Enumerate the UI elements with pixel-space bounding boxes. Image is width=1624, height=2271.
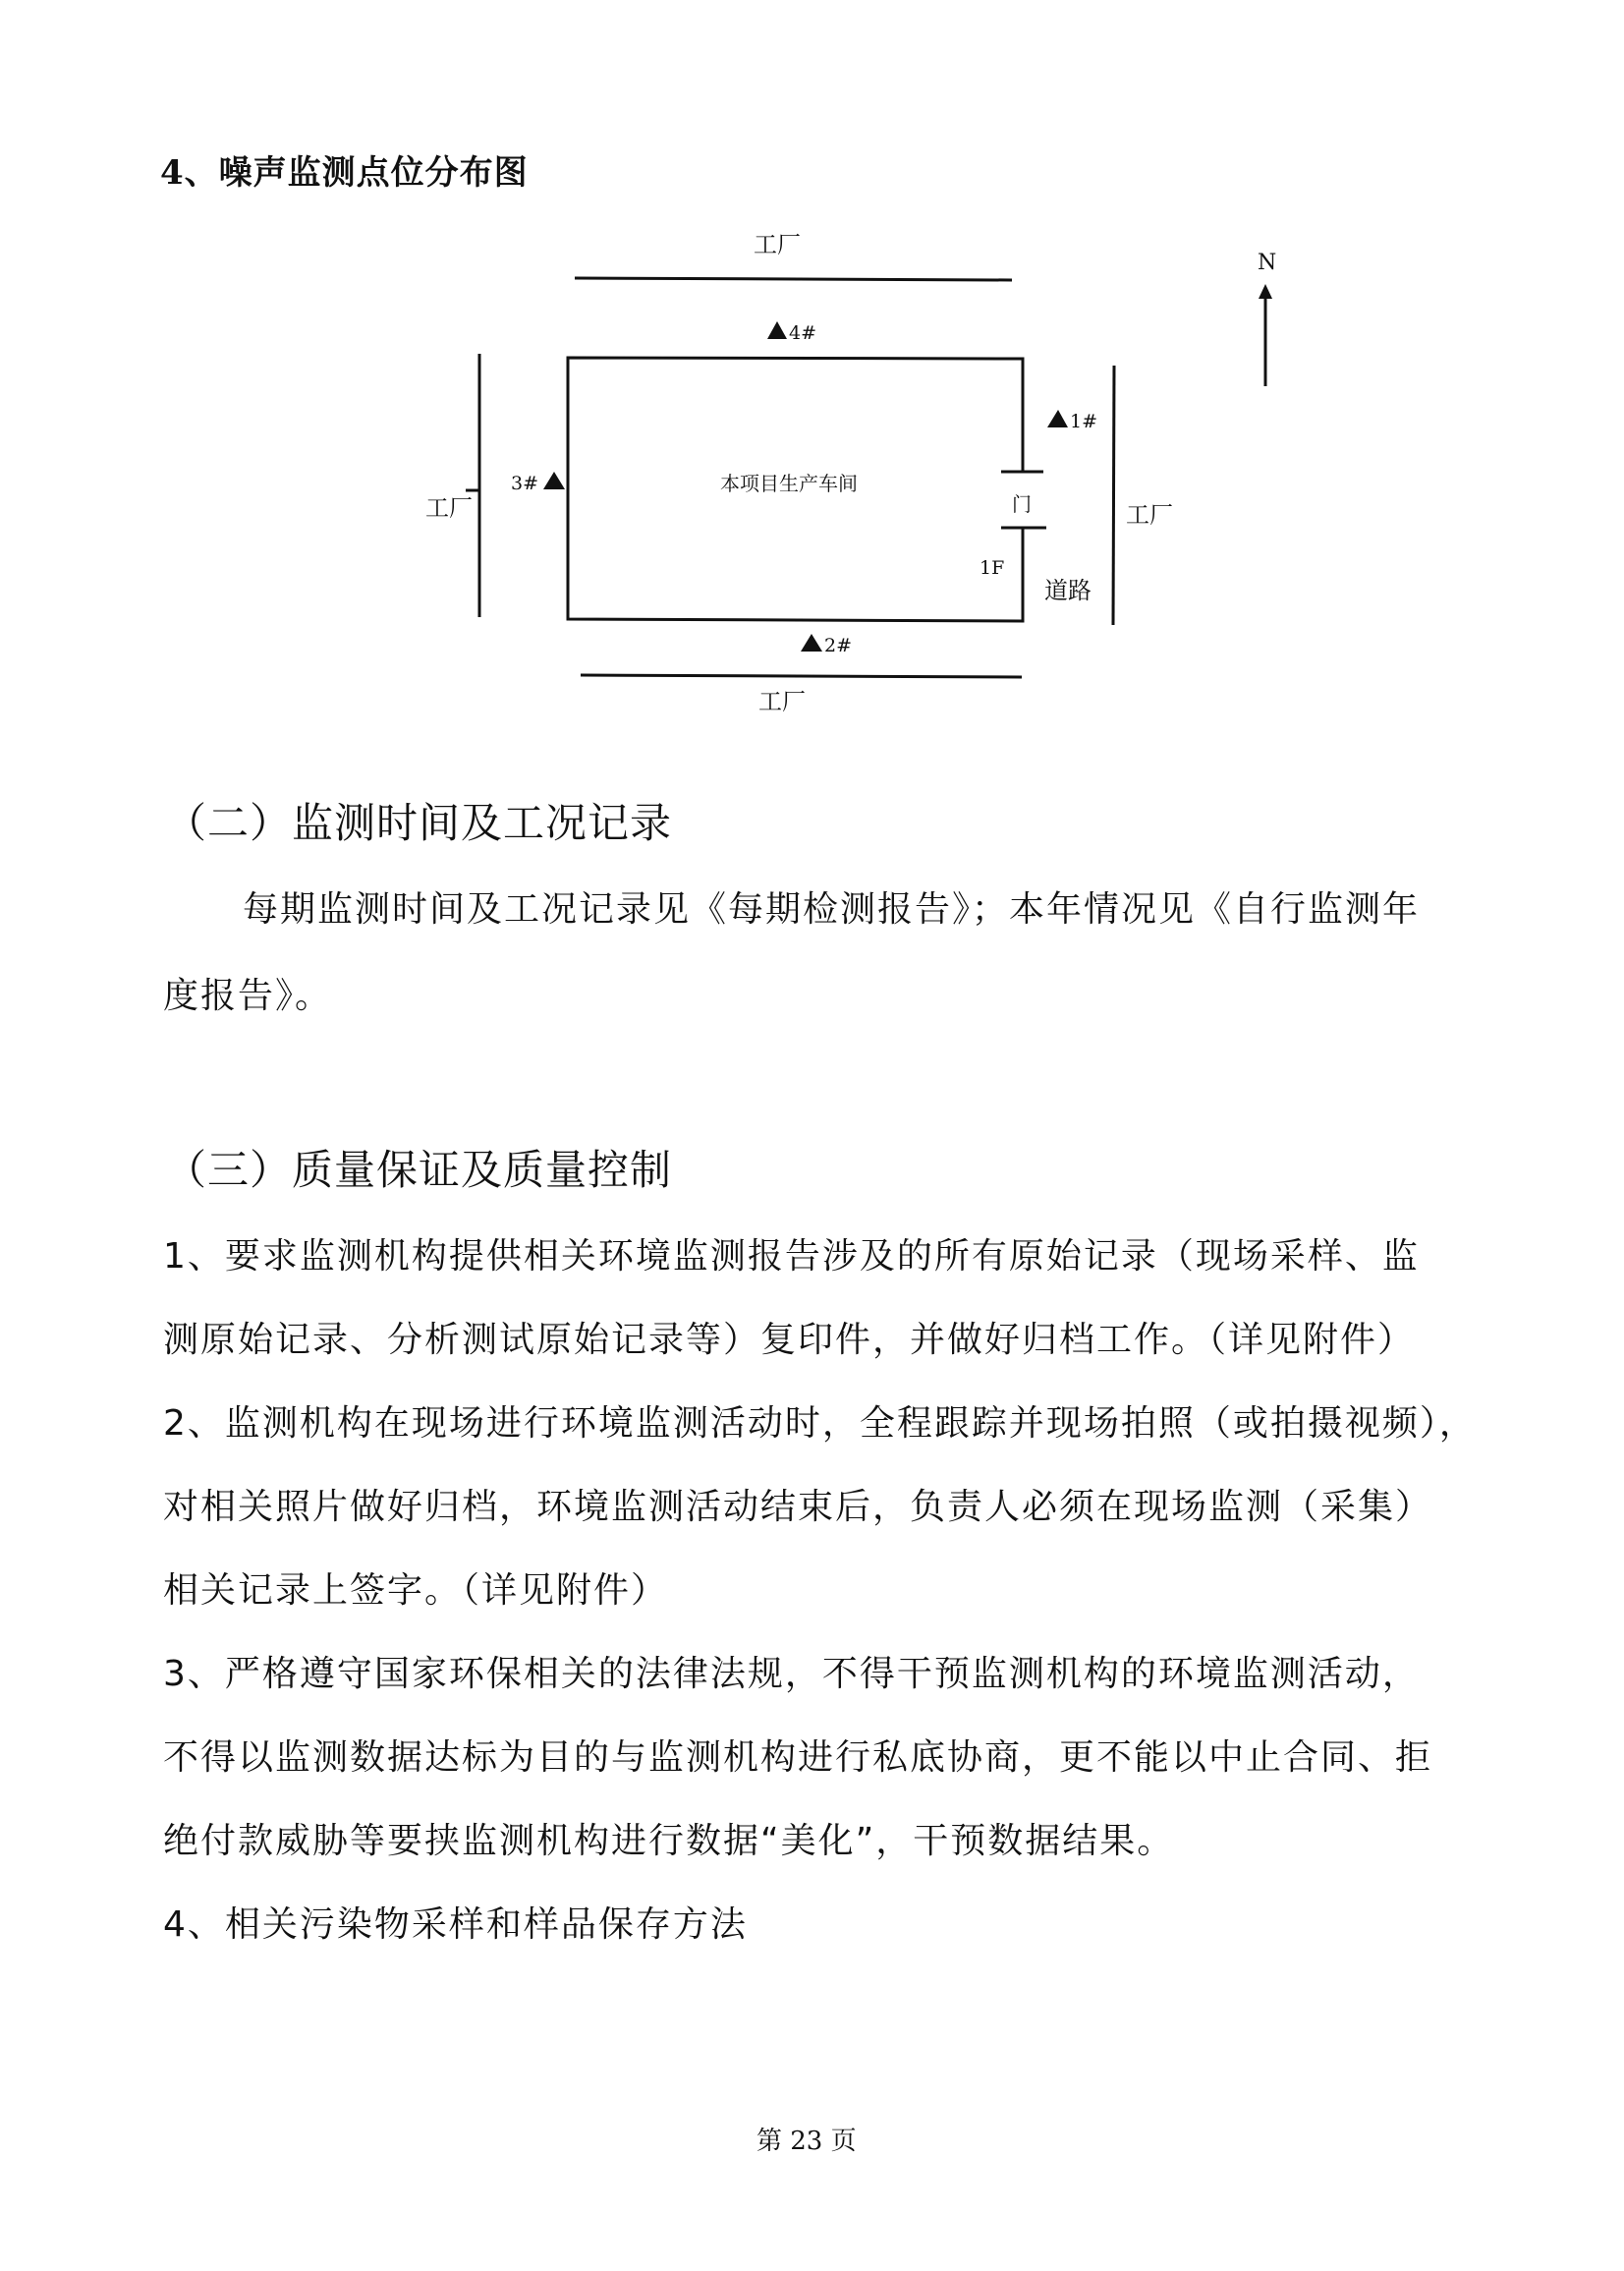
road-label: 道路 (1044, 577, 1092, 604)
point-1-label: 1# (1070, 411, 1098, 432)
bottom-boundary-line (581, 675, 1022, 677)
floor-label: 1F (980, 557, 1005, 579)
point-3-marker-icon (543, 472, 565, 489)
section3-line: 不得以监测数据达标为目的与监测机构进行私底协商，更不能以中止合同、拒 (163, 1737, 1433, 1778)
section2-para-line1: 每期监测时间及工况记录见《每期检测报告》；本年情况见《自行监测年 (243, 889, 1421, 930)
point-4-label: 4# (789, 322, 817, 344)
section3-line: 测原始记录、分析测试原始记录等）复印件，并做好归档工作。（详见附件） (163, 1320, 1416, 1360)
section3-line: 1、要求监测机构提供相关环境监测报告涉及的所有原始记录（现场采样、监 (163, 1236, 1420, 1277)
noise-monitoring-map (0, 0, 1624, 747)
section3-line: 3、严格遵守国家环保相关的法律法规，不得干预监测机构的环境监测活动， (163, 1654, 1420, 1694)
point-2-label: 2# (824, 635, 853, 656)
point-2-marker-icon (801, 634, 822, 652)
page-number: 第 23 页 (756, 2127, 857, 2156)
section3-line: 绝付款威胁等要挟监测机构进行数据“美化”，干预数据结果。 (163, 1821, 1175, 1861)
building-label: 本项目生产车间 (720, 472, 858, 495)
section3-line: 相关记录上签字。（详见附件） (163, 1570, 669, 1611)
point-1-marker-icon (1047, 410, 1068, 427)
section3-line: 4、相关污染物采样和样品保存方法 (163, 1904, 748, 1945)
section3-title: （三）质量保证及质量控制 (165, 1146, 673, 1194)
point-4-marker-icon (767, 321, 787, 339)
factory-top-label: 工厂 (754, 231, 801, 258)
point-3-label: 3# (511, 473, 539, 494)
factory-left-label: 工厂 (425, 494, 473, 522)
figure-heading: 4、噪声监测点位分布图 (160, 153, 529, 193)
north-arrow-head (1259, 284, 1272, 299)
section2-title: （二）监测时间及工况记录 (165, 799, 673, 847)
north-label: N (1258, 251, 1277, 275)
section3-line: 对相关照片做好归档，环境监测活动结束后，负责人必须在现场监测（采集） (163, 1487, 1433, 1527)
door-label: 门 (1012, 492, 1032, 516)
section3-line: 2、监测机构在现场进行环境监测活动时，全程跟踪并现场拍照（或拍摄视频）， (163, 1403, 1477, 1444)
section2-para-line2: 度报告》。 (163, 976, 333, 1016)
right-boundary-line (1113, 366, 1114, 625)
factory-right-label: 工厂 (1126, 501, 1173, 529)
factory-bottom-label: 工厂 (758, 688, 806, 715)
top-boundary-line (575, 278, 1012, 280)
